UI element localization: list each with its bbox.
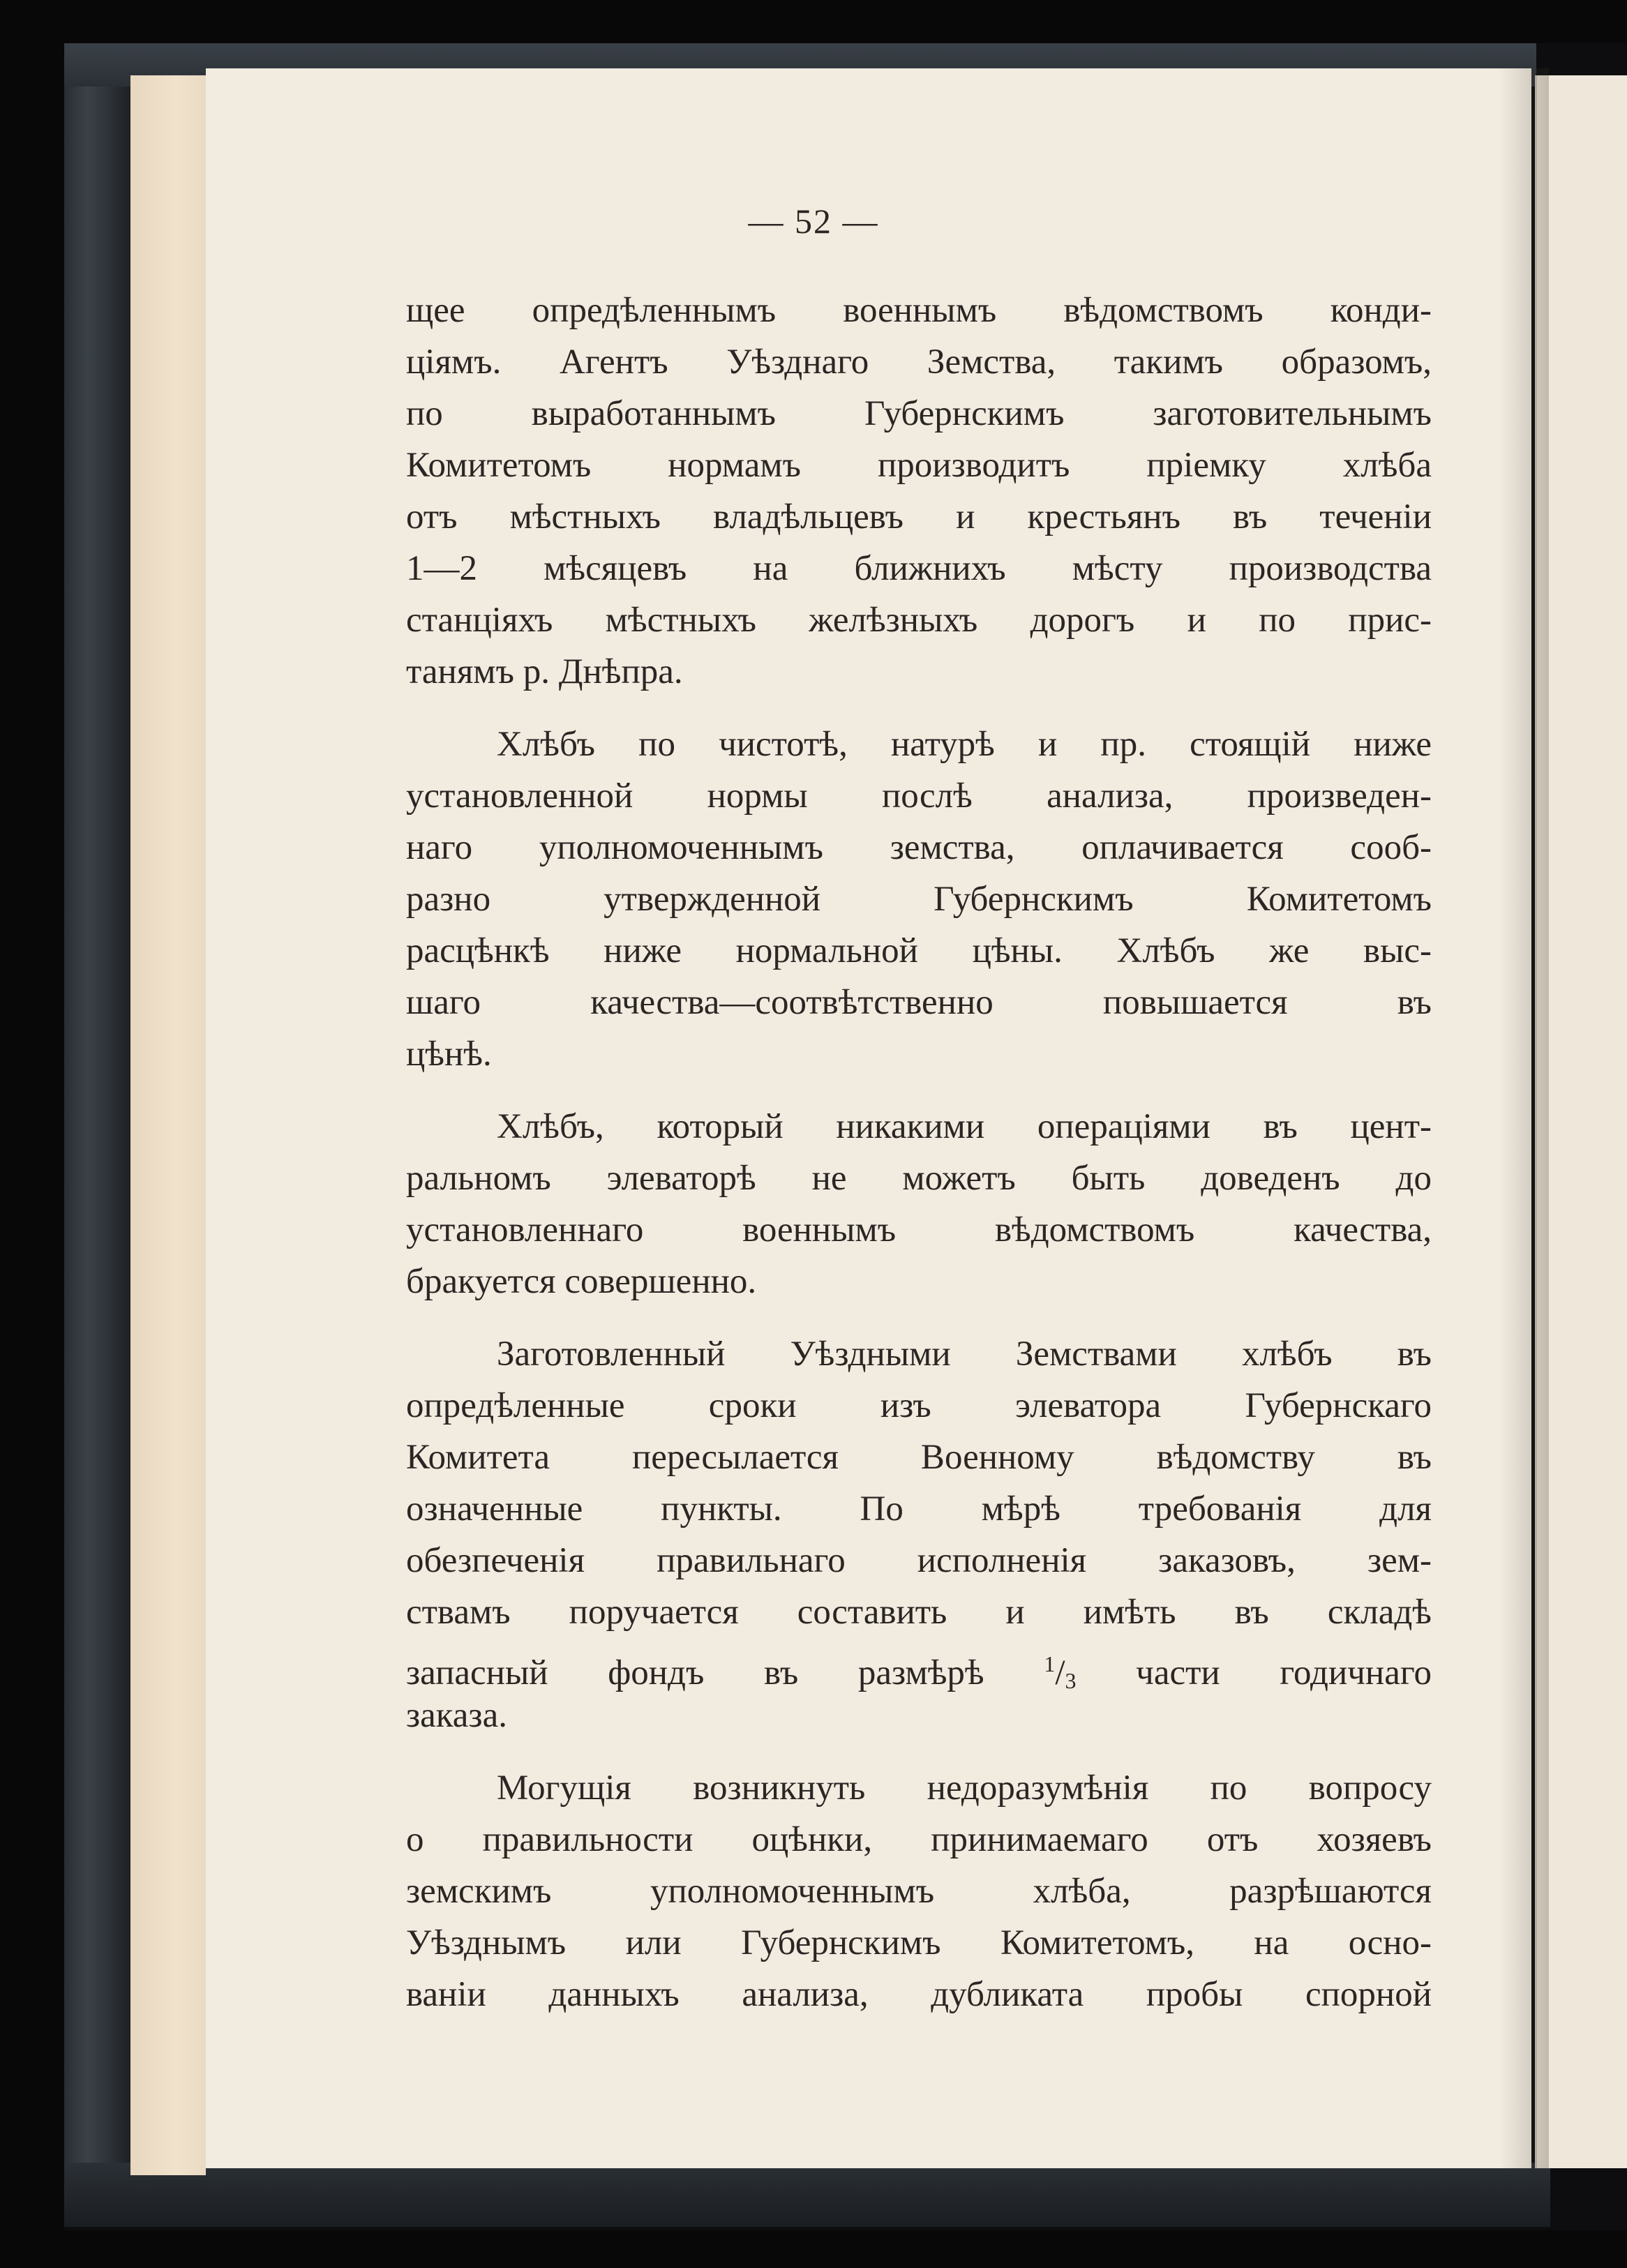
text-line: Могущія возникнуть недоразумѣнія по вопросу (497, 1768, 1432, 1808)
fraction-denominator: 3 (1065, 1668, 1077, 1693)
text-line: 1—2 мѣсяцевъ на ближнихъ мѣсту производства (406, 549, 1432, 588)
text-line: обезпеченія правильнаго исполненія заказовъ, зем- (406, 1541, 1432, 1580)
page-gutter-edge (130, 75, 206, 2175)
text-line: установленной нормы послѣ анализа, произведен- (406, 776, 1432, 816)
book-cover-spine (64, 43, 130, 2223)
text-line: отъ мѣстныхъ владѣльцевъ и крестьянъ въ теченіи (406, 497, 1432, 536)
text-line: земскимъ уполномоченнымъ хлѣба, разрѣшаются (406, 1872, 1432, 1911)
paragraph-1 (406, 285, 1432, 698)
text-line: означенные пункты. По мѣрѣ требованія для (406, 1489, 1432, 1529)
text-line: Хлѣбъ по чистотѣ, натурѣ и пр. стоящій ниже (497, 725, 1432, 764)
text-line: Хлѣбъ, который никакими операціями въ цент- (497, 1107, 1432, 1146)
paragraph-5 (406, 1762, 1432, 2020)
text-line: ствамъ поручается составить и имѣть въ складѣ (406, 1593, 1432, 1632)
text-line: танямъ р. Днѣпра. (406, 652, 683, 691)
text-line: ціямъ. Агентъ Уѣзднаго Земства, такимъ образомъ, (406, 343, 1432, 382)
text-line: по выработаннымъ Губернскимъ заготовительнымъ (406, 394, 1432, 433)
fraction-line-after: части годичнаго (1136, 1653, 1432, 1692)
paragraph-2 (406, 719, 1432, 1080)
text-line: установленнаго военнымъ вѣдомствомъ качества, (406, 1210, 1432, 1249)
fraction-numerator: 1 (1044, 1651, 1056, 1676)
fraction-text-line (406, 1638, 1432, 1693)
paragraph-4 (406, 1328, 1432, 1741)
paragraph-3 (406, 1101, 1432, 1307)
text-line: опредѣленные сроки изъ элеватора Губернскаго (406, 1386, 1432, 1425)
page-shadow (1500, 68, 1549, 2168)
text-line: станціяхъ мѣстныхъ желѣзныхъ дорогъ и по прис- (406, 601, 1432, 640)
text-line: ваніи данныхъ анализа, дубликата пробы спорной (406, 1975, 1432, 2014)
text-line: о правильности оцѣнки, принимаемаго отъ хозяевъ (406, 1820, 1432, 1859)
text-line: шаго качества—соотвѣтственно повышается въ (406, 983, 1432, 1022)
page-number: — 52 — (748, 202, 879, 241)
text-line: разно утвержденной Губернскимъ Комитетомъ (406, 880, 1432, 919)
text-line: ральномъ элеваторѣ не можетъ быть доведенъ до (406, 1159, 1432, 1198)
text-line: расцѣнкѣ ниже нормальной цѣны. Хлѣбъ же выс- (406, 931, 1432, 970)
text-line: щее опредѣленнымъ военнымъ вѣдомствомъ конди- (406, 291, 1432, 330)
text-line: цѣнѣ. (406, 1035, 492, 1074)
text-line: бракуется совершенно. (406, 1262, 757, 1301)
fraction-line-before: запасный фондъ въ размѣрѣ (406, 1653, 984, 1692)
text-line: Уѣзднымъ или Губернскимъ Комитетомъ, на осно- (406, 1923, 1432, 1962)
text-line: Комитетомъ нормамъ производитъ пріемку хлѣба (406, 446, 1432, 485)
page-text-block (406, 285, 1432, 2041)
fraction: $^1$/3 (1044, 1651, 1077, 1693)
text-line: заказа. (406, 1696, 507, 1735)
text-line: Заготовленный Уѣздными Земствами хлѣбъ въ (497, 1335, 1432, 1374)
text-line: Комитета пересылается Военному вѣдомству въ (406, 1438, 1432, 1477)
book-cover-bottom-edge (64, 2163, 1550, 2227)
text-line: наго уполномоченнымъ земства, оплачивается сооб- (406, 828, 1432, 867)
